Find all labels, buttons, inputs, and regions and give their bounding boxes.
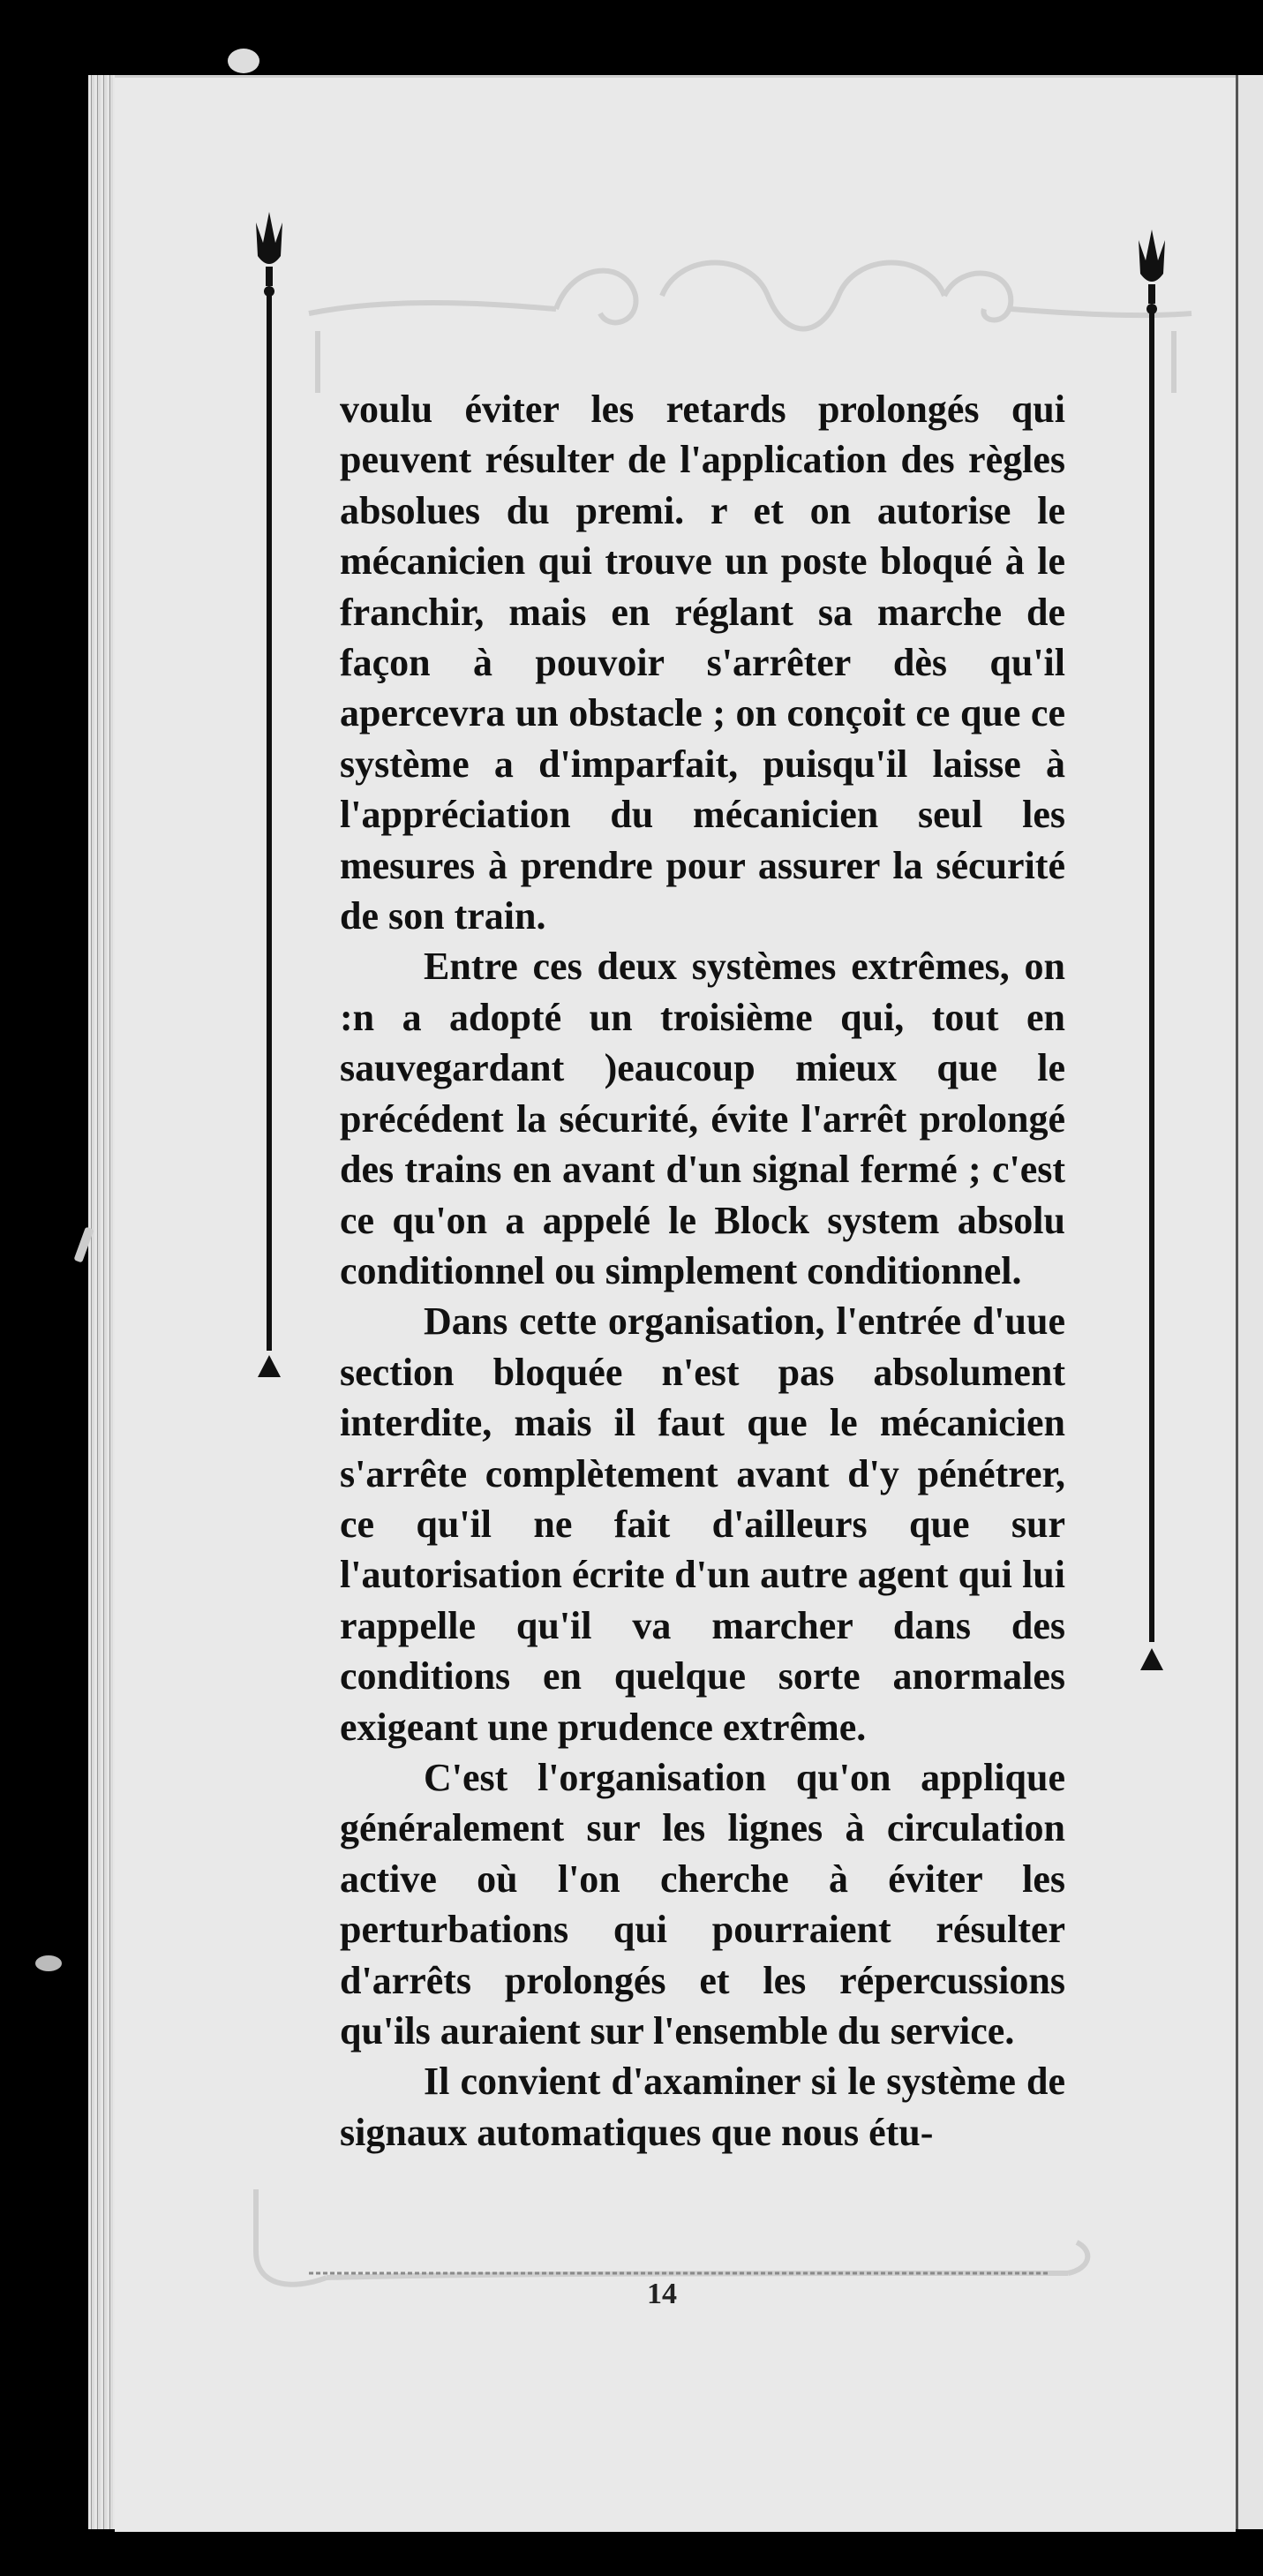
paragraph-5: Il convient d'axaminer si le système de signaux automatiques que nous étu- — [340, 2060, 1065, 2154]
scan-speck — [35, 1955, 62, 1971]
adjacent-page-edge — [1236, 75, 1263, 2529]
top-ornament — [291, 243, 1200, 393]
paragraph-4: C'est l'organisation qu'on applique généralement sur les lignes à circulation active où l'on cherche à éviter les perturbations qui pourraient résulter d'arrêts prolongés et les répercussions qu'ils auraient sur l'ensemble du service. — [340, 1755, 1065, 2053]
scan-speck — [228, 49, 259, 73]
page-number: 14 — [647, 2278, 677, 2310]
paragraph-1: voulu éviter les retards prolongés qui peuvent résulter de l'application des règles absolues du premi. r et on autorise le mécanicien qui trouve un poste bloqué à le franchir, mais en réglant sa marche de façon à pouvoir s'arrêter dès qu'il apercevra un obstacle ; on conçoit ce que ce système a d'imparfait, puisqu'il laisse à l'appréciation du mécanicien seul les mesures à prendre pour assurer la sécurité de son train. — [340, 388, 1065, 938]
left-tulip-bar — [238, 212, 300, 1386]
paragraph-3: Dans cette organisation, l'entrée d'uue section bloquée n'est pas absolument interdite, mais il faut que le mécanicien s'arrête complètement avant d'y pénétrer, ce qu'il ne fait d'ailleurs que sur l'autorisation écrite d'un autre agent qui lui rappelle qu'il va marcher dans des conditions en quelque sorte anormales exigeant une prudence extrême. — [340, 1299, 1065, 1749]
right-tulip-bar — [1121, 230, 1183, 1677]
body-text — [340, 384, 1065, 2158]
paragraph-2: Entre ces deux systèmes extrêmes, on :n a adopté un troisième qui, tout en sauvegardant )eaucoup mieux que le précédent la sécurité, évite l'arrêt prolongé des trains en avant d'un signal fermé ; c'est ce qu'on a appelé le Block system absolu conditionnel ou simplement conditionnel. — [340, 945, 1065, 1292]
